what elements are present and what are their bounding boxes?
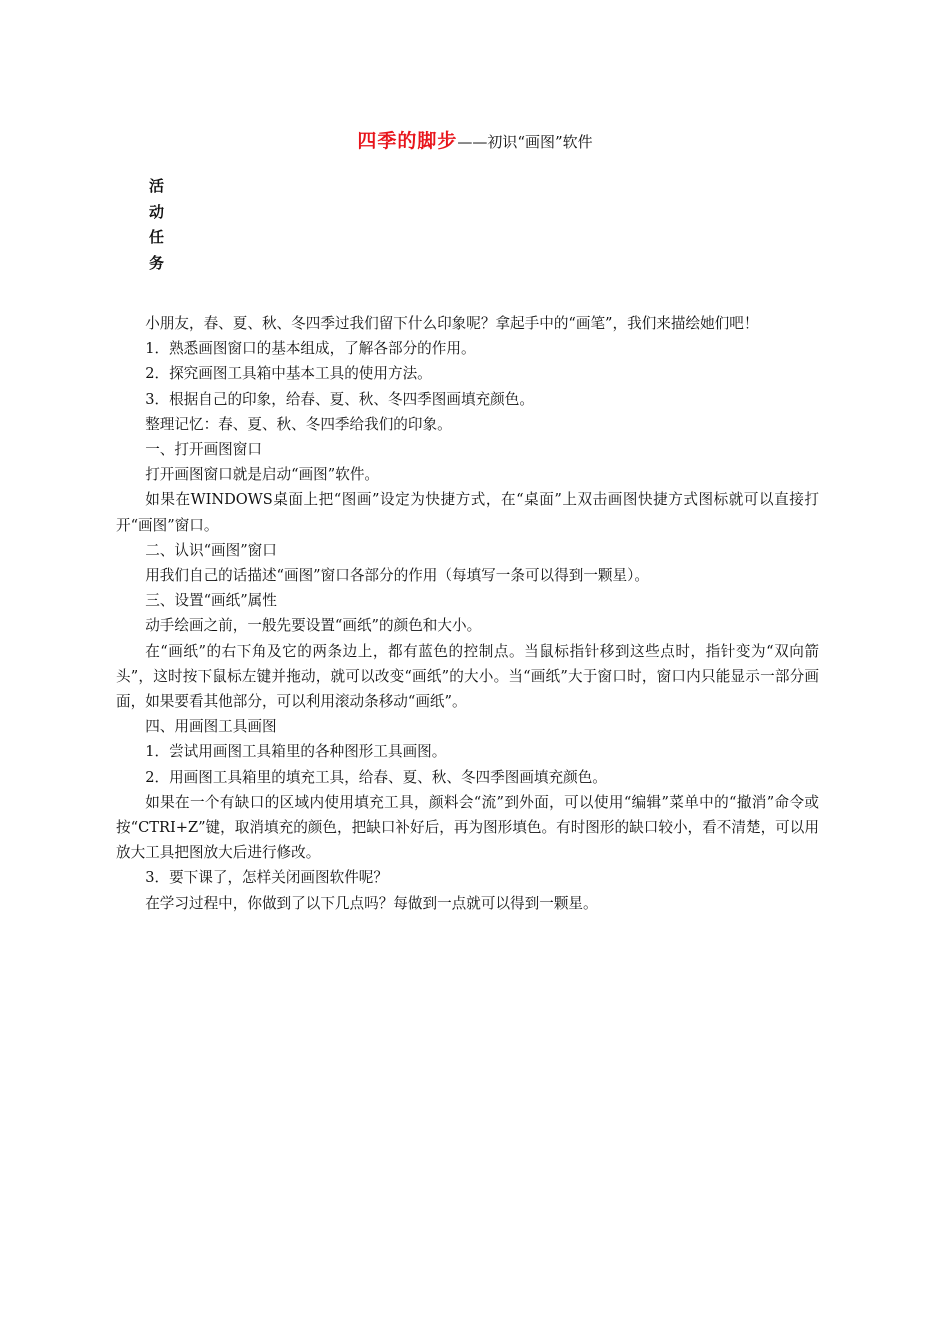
paragraph: 3．要下课了，怎样关闭画图软件呢？ bbox=[145, 869, 388, 887]
paragraph: 如果在WINDOWS桌面上把“图画”设定为快捷方式，在“桌面”上双击画图快捷方式图标就可以直接打开“画图”窗口。 bbox=[116, 491, 819, 534]
paragraph: 2．探究画图工具箱中基本工具的使用方法。 bbox=[145, 365, 432, 383]
paragraph: 在学习过程中，你做到了以下几点吗？每做到一点就可以得到一颗星。 bbox=[145, 894, 598, 912]
paragraph: 2．用画图工具箱里的填充工具，给春、夏、秋、冬四季图画填充颜色。 bbox=[145, 768, 607, 786]
document-body bbox=[116, 311, 819, 916]
section-heading: 二、认识“画图”窗口 bbox=[145, 541, 277, 559]
section-heading: 一、打开画图窗口 bbox=[145, 441, 262, 459]
paragraph: 1．尝试用画图工具箱里的各种图形工具画图。 bbox=[145, 743, 447, 761]
document-title bbox=[0, 126, 950, 153]
section-heading: 三、设置“画纸”属性 bbox=[145, 592, 277, 610]
paragraph: 小朋友，春、夏、秋、冬四季过我们留下什么印象呢？拿起手中的“画笔”，我们来描绘她们吧！ bbox=[145, 315, 759, 332]
paragraph: 用我们自己的话描述“画图”窗口各部分的作用（每填写一条可以得到一颗星）。 bbox=[145, 567, 649, 585]
paragraph: 整理记忆：春、夏、秋、冬四季给我们的印象。 bbox=[145, 415, 452, 433]
title-subtitle: ——初识“画图”软件 bbox=[457, 133, 593, 151]
paragraph: 1．熟悉画图窗口的基本组成，了解各部分的作用。 bbox=[145, 340, 476, 358]
paragraph: 在“画纸”的右下角及它的两条边上，都有蓝色的控制点。当鼠标指针移到这些点时，指针变为“双向箭头”，这时按下鼠标左键并拖动，就可以改变“画纸”的大小。当“画纸”大于窗口时，窗口内只能显示一部分画面，如果要看其他部分，可以利用滚动条移动“画纸”。 bbox=[116, 642, 819, 711]
paragraph: 打开画图窗口就是启动“画图”软件。 bbox=[145, 466, 380, 484]
title-main: 四季的脚步 bbox=[357, 130, 458, 152]
paragraph: 3．根据自己的印象，给春、夏、秋、冬四季图画填充颜色。 bbox=[145, 390, 534, 408]
paragraph: 动手绘画之前，一般先要设置“画纸”的颜色和大小。 bbox=[145, 617, 482, 635]
section-heading: 四、用画图工具画图 bbox=[145, 718, 277, 736]
activity-task-heading: 活动任务 bbox=[149, 177, 165, 272]
paragraph: 如果在一个有缺口的区域内使用填充工具，颜料会“流”到外面，可以使用“编辑”菜单中的“撤消”命令或按“CTRI+Z”键，取消填充的颜色，把缺口补好后，再为图形填色。有时图形的缺口较小，看不清楚，可以用放大工具把图放大后进行修改。 bbox=[116, 793, 819, 862]
